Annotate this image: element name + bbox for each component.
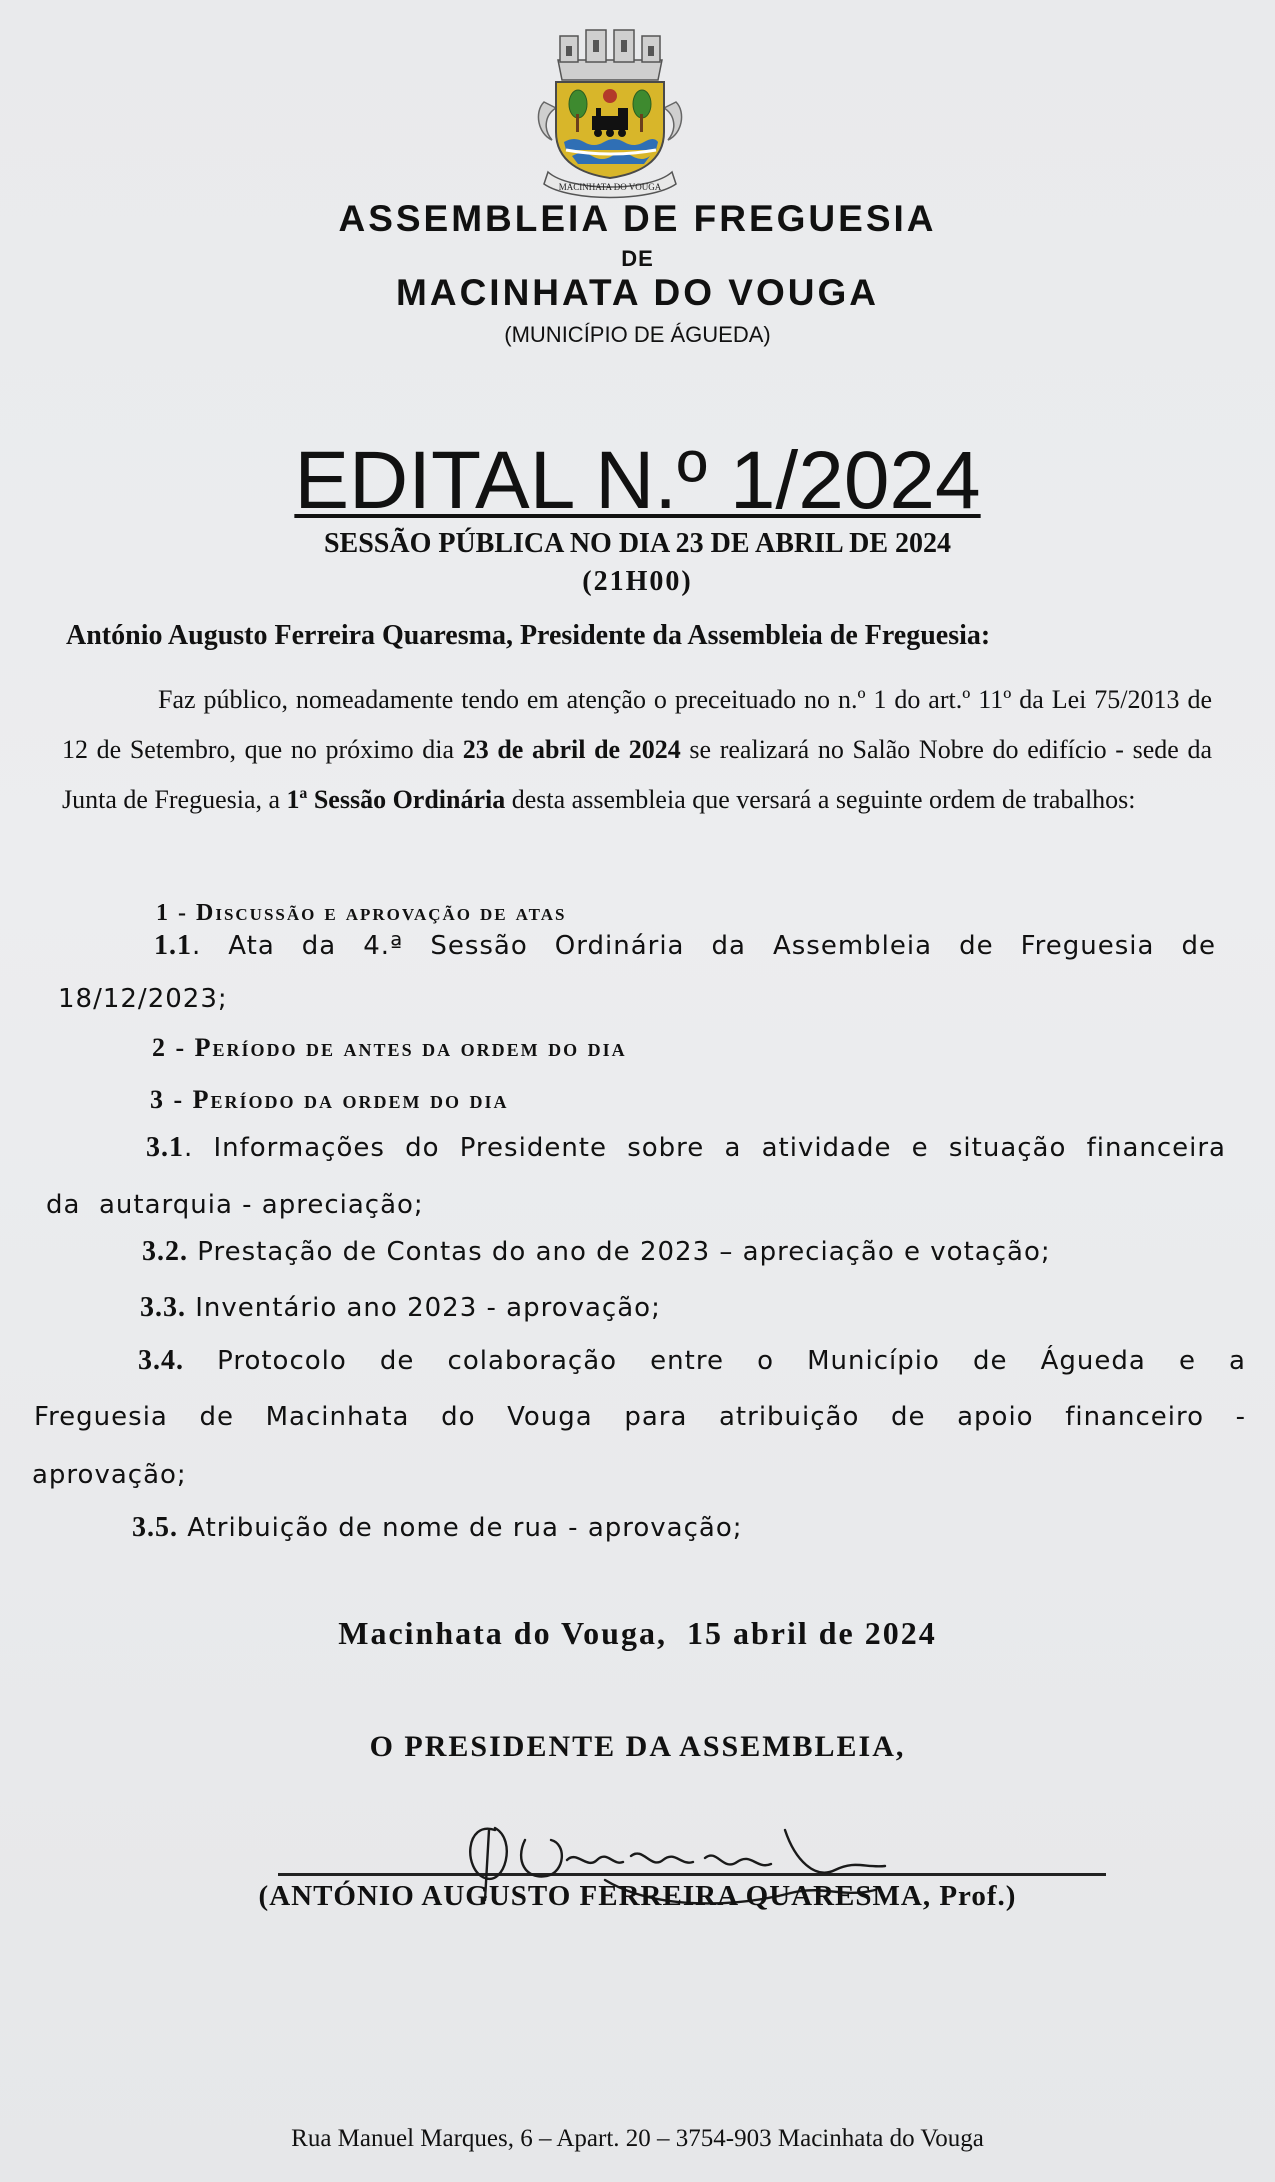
agenda-item-number: 3.3. [140,1292,186,1323]
agenda-item-text: Prestação de Contas do ano de 2023 – apreciação e votação; [188,1237,1051,1267]
intro-text-c: desta assembleia que versará a seguinte ordem de trabalhos: [505,785,1136,814]
session-time: (21H00) [582,566,693,597]
crest-ribbon-text: MACINHATA DO VOUGA [558,182,662,192]
intro-date: 23 de abril de 2024 [462,735,681,764]
org-name-line2: MACINHATA DO VOUGA [396,272,879,313]
agenda-item-text: Atribuição de nome de rua - aprovação; [178,1513,743,1543]
agenda-item-number: 3.1 [146,1132,184,1163]
president-intro: António Augusto Ferreira Quaresma, Presidente da Assembleia de Freguesia: [66,620,991,651]
signature-title: O PRESIDENTE DA ASSEMBLEIA, [369,1730,906,1763]
agenda-heading-3: 3 - Período da ordem do dia [150,1085,509,1114]
intro-text-a: Faz público, nomeadamente tendo em atenção o preceituado no n.º 1 do art.º 11º da Lei 75/2013 de 12 de Setembro, que no próximo dia [62,685,1212,764]
edital-title-text: EDITAL N.º 1/2024 [294,435,981,526]
agenda-heading-1: 1 - Discussão e aprovação de atas [156,900,567,926]
agenda-item-number: 3.4. [138,1345,184,1376]
signatory-name: (ANTÓNIO AUGUSTO FERREIRA QUARESMA, Prof.) [258,1880,1017,1912]
agenda-item-3-1 [146,1132,1226,1164]
session-date-line: SESSÃO PÚBLICA NO DIA 23 DE ABRIL DE 2024 [323,528,952,559]
agenda-heading-2: 2 - Período de antes da ordem do dia [152,1033,627,1062]
intro-text-b: se realizará no Salão Nobre do edifício - sede da Junta de Freguesia, a [62,735,1212,814]
agenda-item-3-4-cont2: aprovação; [32,1460,187,1490]
footer-address: Rua Manuel Marques, 6 – Apart. 20 – 3754-903 Macinhata do Vouga [291,2125,984,2152]
agenda-item-3-3 [140,1292,661,1324]
agenda-item-text: Inventário ano 2023 - aprovação; [186,1293,661,1323]
agenda-item-1-1-cont: 18/12/2023; [58,984,228,1014]
org-name-line1: ASSEMBLEIA DE FREGUESIA [338,198,937,239]
agenda-item-3-5 [132,1512,743,1544]
agenda-item-3-1-cont: da autarquia - apreciação; [46,1190,424,1220]
agenda-item-number: 1.1 [154,930,192,961]
org-name-connector: DE [621,246,654,271]
agenda-item-number: 3.5. [132,1512,178,1543]
agenda-item-text: Protocolo de colaboração entre o Município de Águeda e a [184,1346,1246,1376]
agenda-item-3-4-cont: Freguesia de Macinhata do Vouga para atribuição de apoio financeiro - [34,1402,1246,1432]
agenda-item-text: . Informações do Presidente sobre a atividade e situação financeira [184,1133,1226,1163]
agenda-item-text: . Ata da 4.ª Sessão Ordinária da Assembleia de Freguesia de [192,931,1216,961]
agenda-item-1-1 [154,930,1216,962]
edital-title [0,435,1275,526]
agenda-item-number: 3.2. [142,1236,188,1267]
place-and-date: Macinhata do Vouga, 15 abril de 2024 [338,1615,937,1651]
coat-of-arms-icon [530,22,690,200]
agenda-item-3-2 [142,1236,1051,1268]
municipality-subtitle: (MUNICÍPIO DE ÁGUEDA) [504,322,771,347]
agenda-item-3-4 [138,1345,1246,1377]
intro-paragraph [62,675,1212,825]
intro-session: 1ª Sessão Ordinária [286,785,506,814]
